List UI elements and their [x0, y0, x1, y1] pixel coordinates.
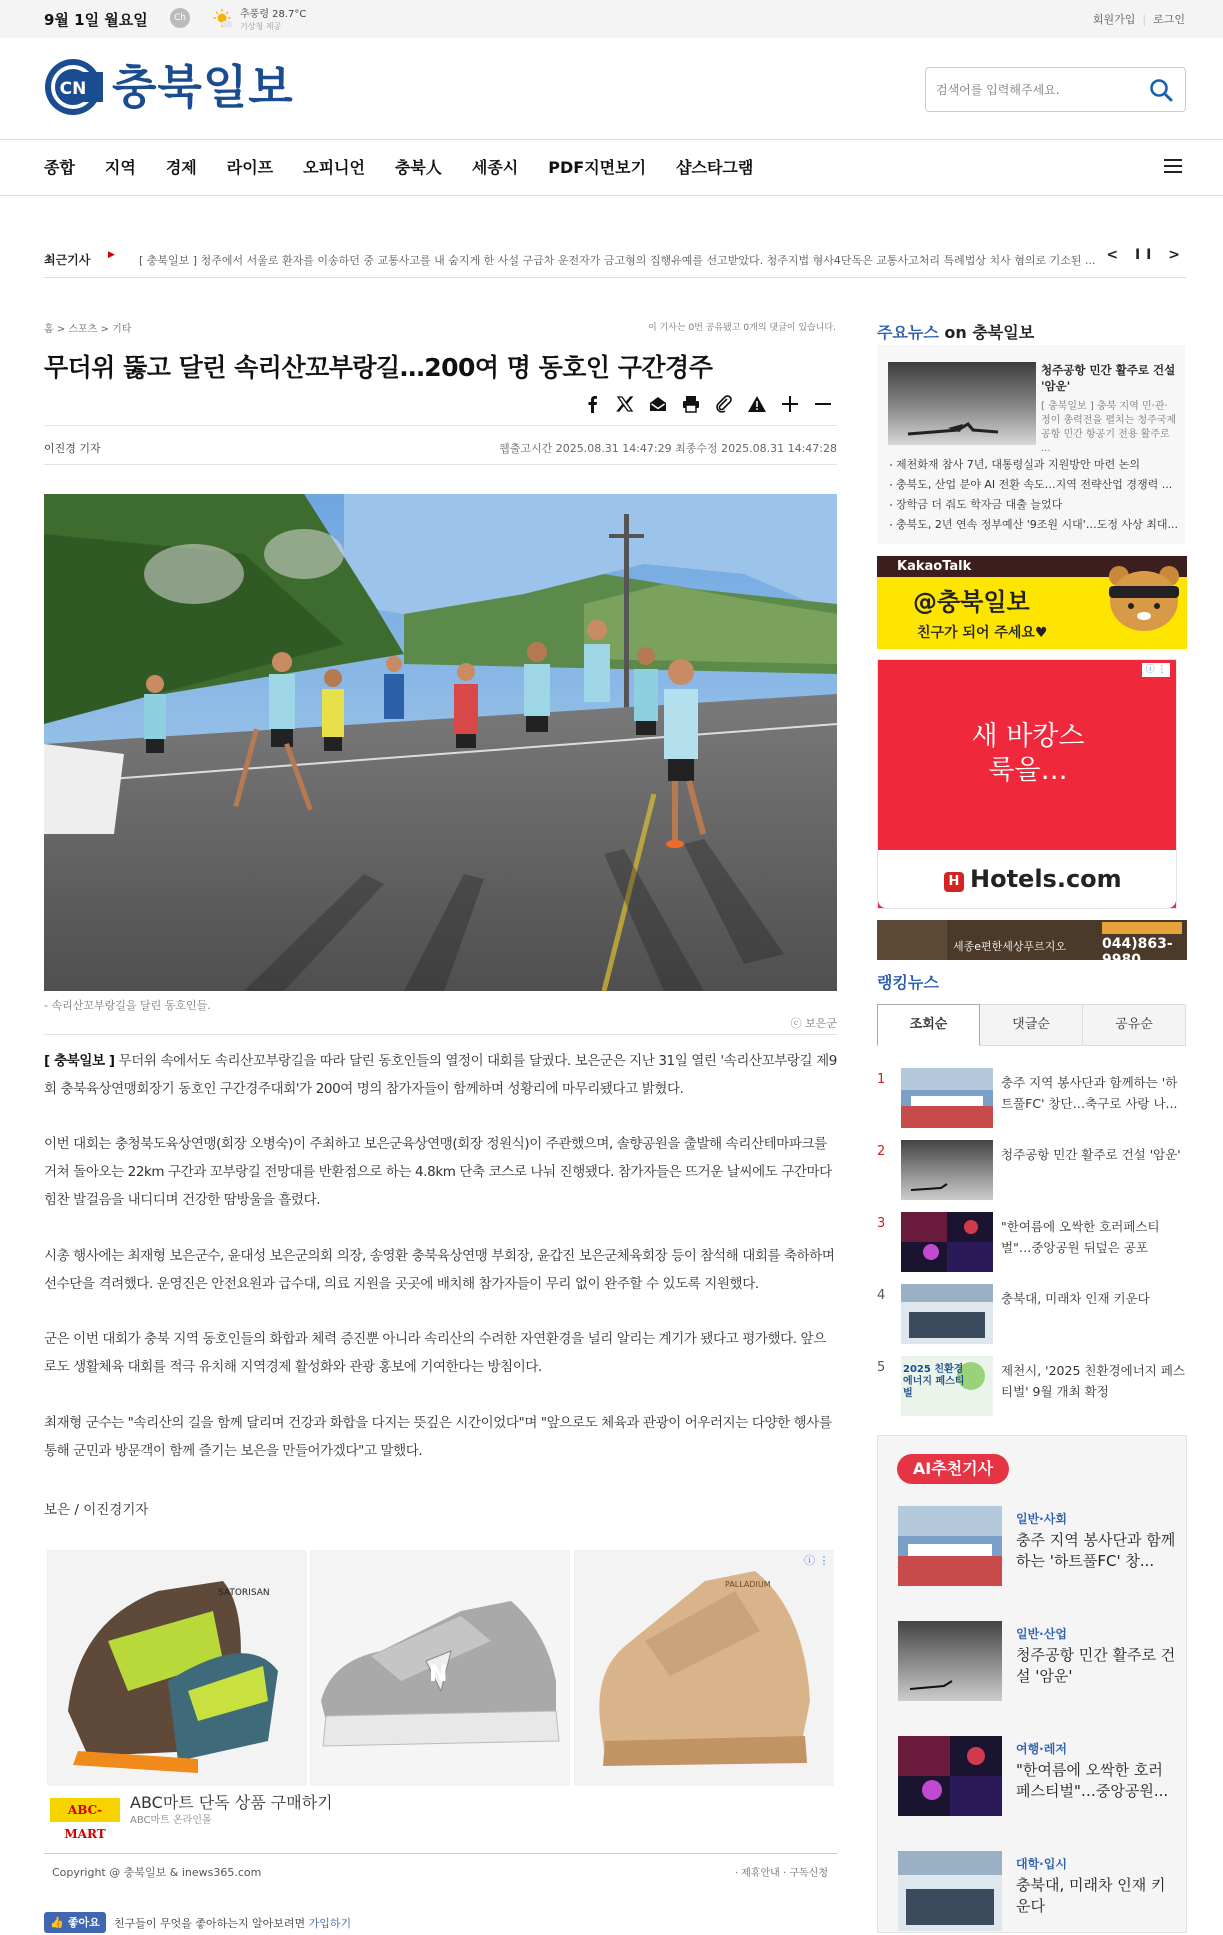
ai-item-1[interactable] [898, 1506, 1183, 1586]
photo-credit: ⓒ 보은군 [790, 1017, 837, 1030]
nav-item-economy[interactable]: 경제 [165, 158, 197, 177]
article-photo [44, 494, 837, 991]
nav-item-general[interactable]: 종합 [44, 158, 75, 177]
font-decrease-icon[interactable] [812, 393, 834, 415]
hotels-copy-line-2: 룩을… [988, 755, 1068, 786]
banner-phone: 044)863-9980 [1102, 936, 1173, 968]
font-increase-icon[interactable] [779, 393, 801, 415]
sejong-apartment-banner[interactable] [877, 920, 1187, 968]
abc-mart-logo[interactable]: ABC-MART [50, 1798, 120, 1822]
rank-thumbnail [901, 1068, 993, 1128]
nav-item-region[interactable]: 지역 [104, 158, 136, 177]
logo-mark-text: CN [59, 79, 87, 99]
shoe-ad[interactable] [44, 1550, 837, 1790]
ticker-label: 최근기사 [44, 253, 91, 267]
header-divider [0, 139, 1223, 140]
shoe-ad-title[interactable]: ABC마트 단독 상품 구매하기 [130, 1793, 333, 1812]
rank-number: 4 [877, 1288, 886, 1303]
rank-number: 5 [877, 1360, 886, 1375]
major-news-heading [877, 320, 1034, 343]
article-paragraph-1 [44, 1047, 837, 1103]
rank-thumbnail [901, 1140, 993, 1200]
article-headline: 무더위 뚫고 달린 속리산꼬부랑길…200여 명 동호인 구간경주 [44, 353, 713, 382]
shoe-ad-sub: ABC마트 온라인몰 [130, 1815, 212, 1826]
nav-item-people[interactable]: 충북人 [394, 158, 442, 177]
nav-item-shopstagram[interactable]: 샵스타그램 [676, 158, 754, 177]
ranking-item-2[interactable] [877, 1140, 1187, 1202]
tab-views[interactable]: 조회순 [877, 1004, 980, 1046]
weather-temp: 추풍령 28.7°C [240, 9, 307, 20]
copyright: Copyright @ 충북일보 & inews365.com [52, 1866, 262, 1879]
caption-divider [44, 1034, 837, 1035]
ranking-tabs [877, 1004, 1186, 1046]
search-box [925, 67, 1186, 112]
major-news-title[interactable]: 청주공항 민간 활주로 건설 '암운' [1041, 363, 1176, 393]
ai-thumbnail [898, 1851, 1002, 1931]
ranking-item-5[interactable] [877, 1356, 1187, 1418]
article-lead-tag: [ 충북일보 ] [44, 1053, 115, 1069]
signup-link[interactable]: 회원가입 [1092, 13, 1136, 26]
hotels-copy-line-1: 새 바캉스 [971, 721, 1085, 752]
main-nav [44, 155, 783, 179]
link-copy-icon[interactable] [713, 393, 735, 415]
ranking-item-1[interactable] [877, 1068, 1187, 1130]
ch-badge: Ch [170, 8, 190, 28]
article-signature: 보은 / 이진경기자 [44, 1502, 149, 1518]
shoe-card-3[interactable] [574, 1550, 833, 1785]
news-ticker [44, 238, 1186, 278]
banner-main-text: 세종e편한세상푸르지오 [953, 940, 1067, 953]
print-icon[interactable] [680, 393, 702, 415]
ai-title: 청주공항 민간 활주로 건설 '암운' [1016, 1646, 1176, 1685]
rank-thumbnail [901, 1212, 993, 1272]
rank-title: 청주공항 민간 활주로 건설 '암운' [1001, 1147, 1181, 1162]
fb-prompt: 친구들이 무엇을 좋아하는지 알아보려면 [114, 1917, 306, 1930]
article-paragraph-2: 이번 대회는 충청북도육상연맹(회장 오병숙)이 주최하고 보은군육상연맹(회장 정원식)이 주관했으며, 솔향공원을 출발해 속리산테마파크를 거쳐 돌아오는 22km 구간과 꼬부랑길 전망대를 반환점으로 하는 4.8km 단축 코스로 나눠 진행됐다. 참가자들은 뜨거운 날씨에도 구간마다 힘찬 발걸음을 내디디며 건강한 땀방울을 흘렸다. [44, 1136, 832, 1208]
rank-title: 충주 지역 봉사단과 함께하는 '하트풀FC' 창단…축구로 사랑 나... [1001, 1075, 1178, 1111]
ranking-item-3[interactable] [877, 1212, 1187, 1274]
nav-item-life[interactable]: 라이프 [226, 158, 274, 177]
facebook-icon[interactable] [581, 393, 603, 415]
runners-photo-illustration [44, 494, 837, 991]
article-paragraph-4: 군은 이번 대회가 충북 지역 동호인들의 화합과 체력 증진뿐 아니라 속리산의 수려한 자연환경을 널리 알리는 계기가 됐다고 평가했다. 앞으로도 생활체육 대회를 적극 유치해 지역경제 활성화와 관광 홍보에 기여한다는 방침이다. [44, 1331, 826, 1375]
ai-thumbnail [898, 1736, 1002, 1816]
major-news-thumbnail[interactable] [888, 362, 1036, 445]
search-icon[interactable] [1148, 77, 1174, 103]
ai-title: 충주 지역 봉사단과 함께하는 '하트풀FC' 창... [1016, 1531, 1176, 1570]
x-twitter-icon[interactable] [614, 393, 636, 415]
footer-divider [44, 1853, 837, 1854]
ai-item-2[interactable] [898, 1621, 1183, 1701]
rank-title: 충북대, 미래차 인재 키운다 [1001, 1291, 1150, 1306]
kakao-label: KakaoTalk [897, 559, 972, 574]
shoe-tag-1: SATORISAN [218, 1588, 270, 1598]
fb-join-link[interactable]: 가입하기 [308, 1917, 352, 1930]
shoe-tag-3: PALLADIUM [725, 1580, 771, 1589]
ad-choices-icon[interactable]: ⓘ ⋮ [1142, 663, 1170, 677]
top-links: 회원가입 | 로그인 [1092, 13, 1185, 26]
article-paragraph-5: 최재형 군수는 "속리산의 길을 함께 달리며 건강과 화합을 다지는 뜻깊은 시간이었다"며 "앞으로도 체육과 관광이 어우러지는 다양한 행사를 통해 군민과 방문객이 함께 즐기는 보은을 만들어가겠다"고 말했다. [44, 1415, 832, 1459]
rank-thumbnail [901, 1356, 993, 1416]
breadcrumb[interactable]: 홈 > 스포츠 > 기타 [44, 324, 132, 335]
report-warning-icon[interactable] [746, 393, 768, 415]
current-date: 9월 1일 월요일 [44, 11, 148, 29]
ai-item-4[interactable] [898, 1851, 1183, 1931]
search-input[interactable] [936, 78, 1136, 102]
list-item[interactable]: 제천화재 참사 7년, 대통령실과 지원방안 마련 논의 [896, 455, 1178, 475]
shoe-card-1[interactable] [47, 1550, 306, 1785]
ai-thumbnail [898, 1621, 1002, 1701]
kakao-account-name: @충북일보 [913, 588, 1030, 616]
top-bar [0, 0, 1223, 38]
ticker-arrow-icon: ▶ [108, 250, 115, 260]
rank-number: 2 [877, 1144, 886, 1159]
hotels-logo-icon: H [944, 872, 964, 892]
rank-title: "한여름에 오싹한 호러페스티벌"…중앙공원 뒤덮은 공포 [1001, 1219, 1160, 1255]
rank-title: 제천시, '2025 친환경에너지 페스티벌' 9월 개최 확정 [1001, 1363, 1185, 1399]
major-news-desc: [ 충북일보 ] 충북 지역 민·관·정이 총력전을 펼치는 청주국제공항 민간 항공기 전용 활주로 ... [1041, 401, 1177, 454]
nav-item-sejong[interactable]: 세종시 [471, 158, 519, 177]
rank-number: 3 [877, 1216, 886, 1231]
hotels-ad-copy [878, 720, 1178, 788]
ai-recommend-box [877, 1435, 1187, 1933]
ai-category: 일반·사회 [1016, 1512, 1067, 1526]
ai-thumbnail [898, 1506, 1002, 1586]
ai-category: 여행·레저 [1016, 1742, 1067, 1756]
banner-tag-block [1102, 922, 1182, 934]
banner-logo-block [877, 920, 947, 960]
rank-number: 1 [877, 1072, 886, 1087]
share-toolbar [581, 393, 845, 415]
facebook-like-button[interactable]: 👍 좋아요 [44, 1912, 106, 1933]
tab-comments[interactable]: 댓글순 [980, 1004, 1083, 1046]
tab-shares[interactable]: 공유순 [1083, 1004, 1186, 1046]
nav-item-pdf[interactable]: PDF지면보기 [548, 158, 647, 177]
hotels-logo-text: Hotels.com [970, 865, 1122, 893]
photo-caption: - 속리산꼬부랑길을 달린 동호인들. [44, 999, 211, 1012]
article-paragraph-1-text: 무더위 속에서도 속리산꼬부랑길을 따라 달린 동호인들의 열정이 대회를 달궜다. 보은군은 지난 31일 열린 '속리산꼬부랑길 제9회 충북육상연맹회장기 동호인 구간경주대회'가 200여 명의 참가자들이 함께하며 성황리에 마무리됐다고 밝혔다. [44, 1053, 837, 1097]
site-logo[interactable]: 충북일보 [112, 60, 294, 114]
list-item[interactable]: 충북도, 2년 연속 정부예산 '9조원 시대'…도정 사상 최대... [896, 515, 1178, 535]
list-item[interactable]: 충북도, 산업 분야 AI 전환 속도…지역 전략산업 경쟁력 ... [896, 475, 1178, 495]
ai-title: 충북대, 미래차 인재 키운다 [1016, 1876, 1166, 1915]
kakao-banner[interactable] [877, 556, 1187, 649]
byline-row [44, 425, 837, 465]
article-paragraph-3: 시총 행사에는 최재형 보은군수, 윤대성 보은군의회 의장, 송영환 충북육상연맹 부회장, 윤갑진 보은군체육회장 등이 참석해 대회를 축하하며 선수단을 격려했다. 운영진은 안전요원과 급수대, 의료 지원을 곳곳에 배치해 참가자들이 무리 없이 완주할 수 있도록 지원했다. [44, 1248, 835, 1292]
ai-category: 대학·입시 [1016, 1857, 1067, 1871]
major-news-heading-blue: 주요뉴스 [877, 323, 939, 342]
ranking-item-4[interactable] [877, 1284, 1187, 1346]
hamburger-menu-icon[interactable] [1164, 157, 1182, 175]
weather-source: 기상청 제공 [240, 22, 282, 31]
ai-title: "한여름에 오싹한 호러 페스티벌"…중앙공원... [1016, 1761, 1169, 1800]
hotels-logo [944, 865, 1122, 893]
hotels-ad[interactable] [877, 659, 1177, 909]
hotels-ad-footer [878, 850, 1176, 908]
shoe-card-2[interactable] [310, 1550, 569, 1785]
ad-info-icon[interactable]: ⓘ ⋮ [804, 1554, 830, 1567]
major-news-list [896, 455, 1178, 535]
article-stats: 이 기사는 0번 공유됐고 0개의 댓글이 있습니다. [648, 323, 836, 333]
nav-item-opinion[interactable]: 오피니언 [303, 158, 365, 177]
sun-cloud-icon [213, 8, 235, 30]
reporter-name[interactable]: 이진경 기자 [44, 442, 101, 455]
ryan-character-icon [1099, 556, 1187, 649]
major-news-box [877, 345, 1185, 544]
publish-times: 웹출고시간 2025.08.31 14:47:29 최종수정 2025.08.31 14:47:28 [499, 442, 837, 455]
footer-links[interactable]: · 제휴안내 · 구독신청 [734, 1868, 828, 1879]
kakao-subtext: 친구가 되어 주세요♥ [917, 625, 1048, 641]
ticker-headline[interactable]: [ 충북일보 ] 청주에서 서울로 환자를 이송하던 중 교통사고를 내 숨지게 한 사설 구급차 운전자가 금고형의 집행유예를 선고받았다. 청주지법 형사4단독은 교통사고처리 특례법상 치사 혐의로 기소된 ... [139, 254, 1096, 267]
ai-category: 일반·산업 [1016, 1627, 1067, 1641]
ai-item-3[interactable] [898, 1736, 1183, 1816]
shoe-tag-2: N [429, 1662, 448, 1687]
login-link[interactable]: 로그인 [1153, 13, 1185, 26]
facebook-like-text [114, 1915, 351, 1931]
major-news-heading-rest: on 충북일보 [938, 323, 1035, 342]
nav-divider [0, 195, 1223, 196]
rank-thumbnail [901, 1284, 993, 1344]
list-item[interactable]: 장학금 더 줘도 학자금 대출 늘었다 [896, 495, 1178, 515]
rank5-thumb-text: 2025 친환경에너지 페스티벌 [903, 1364, 965, 1399]
logo-mark-icon[interactable] [44, 58, 102, 116]
ai-recommend-badge: AI추천기사 [897, 1454, 1009, 1484]
mail-share-icon[interactable] [647, 393, 669, 415]
ticker-controls[interactable]: < II > [1106, 247, 1186, 263]
ranking-heading: 랭킹뉴스 [877, 973, 939, 992]
